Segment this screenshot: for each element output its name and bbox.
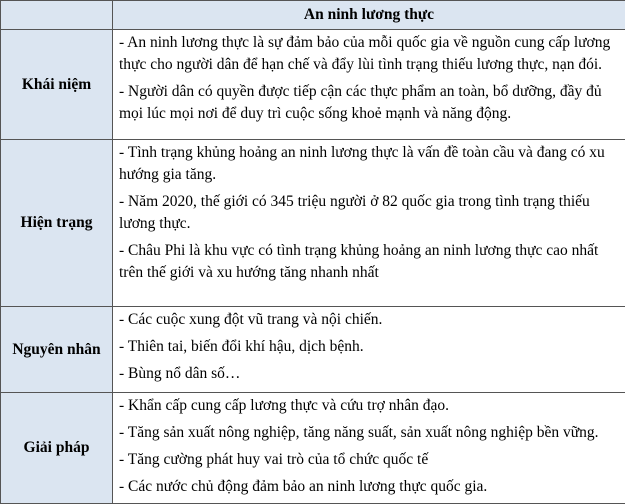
table-row — [1, 140, 625, 307]
list-item: - Các nước chủ động đảm bảo an ninh lương thực quốc gia. — [119, 476, 619, 498]
list-item: - Các cuộc xung đột vũ trang và nội chiến. — [119, 309, 619, 331]
row-content-concept — [113, 30, 625, 140]
list-item: - Khẩn cấp cung cấp lương thực và cứu trợ nhân đạo. — [119, 395, 619, 417]
table-row — [1, 393, 625, 504]
row-label-solutions: Giải pháp — [1, 393, 113, 504]
row-content-status — [113, 140, 625, 307]
row-label-causes: Nguyên nhân — [1, 307, 113, 393]
list-item: - Tăng sản xuất nông nghiệp, tăng năng suất, sản xuất nông nghiệp bền vững. — [119, 422, 619, 444]
list-item: - Châu Phi là khu vực có tình trạng khủng hoảng an ninh lương thực cao nhất trên thế giới và xu hướng tăng nhanh nhất — [119, 240, 619, 284]
table-title: An ninh lương thực — [113, 1, 625, 30]
list-item: - Người dân có quyền được tiếp cận các thực phẩm an toàn, bổ dưỡng, đầy đủ mọi lúc mọi nơi để duy trì cuộc sống khoẻ mạnh và năng động. — [119, 81, 619, 125]
table-row — [1, 30, 625, 140]
list-item: - Năm 2020, thế giới có 345 triệu người ở 82 quốc gia trong tình trạng thiếu lương thực. — [119, 191, 619, 235]
table-header-row — [1, 1, 625, 30]
list-item: - Tăng cường phát huy vai trò của tổ chức quốc tế — [119, 449, 619, 471]
list-item: - An ninh lương thực là sự đảm bảo của mỗi quốc gia về nguồn cung cấp lương thực cho người dân để hạn chế và đẩy lùi tình trạng thiếu lương thực, nạn đói. — [119, 32, 619, 76]
row-content-causes — [113, 307, 625, 393]
row-label-concept: Khái niệm — [1, 30, 113, 140]
header-corner-cell — [1, 1, 113, 30]
row-label-status: Hiện trạng — [1, 140, 113, 307]
row-content-solutions — [113, 393, 625, 504]
table-row — [1, 307, 625, 393]
list-item: - Thiên tai, biến đổi khí hậu, dịch bệnh. — [119, 336, 619, 358]
list-item: - Bùng nổ dân số… — [119, 363, 619, 385]
list-item: - Tình trạng khủng hoảng an ninh lương thực là vấn đề toàn cầu và đang có xu hướng gia tăng. — [119, 142, 619, 186]
